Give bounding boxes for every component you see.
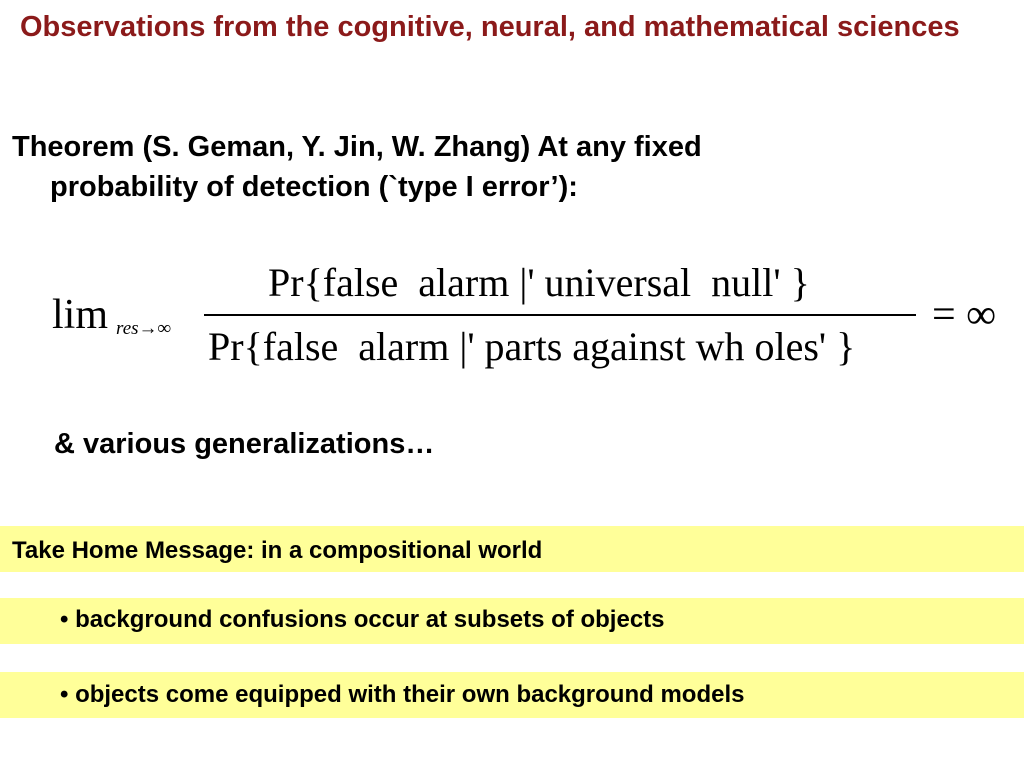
formula-denominator: Pr{false alarm |' parts against wh oles' } — [208, 324, 856, 369]
generalizations-text: & various generalizations… — [54, 428, 435, 460]
theorem-line-2: probability of detection (`type I error’): — [50, 171, 578, 203]
formula-subscript: res→∞ — [116, 318, 172, 339]
bullet-banner-1 — [0, 598, 1024, 644]
formula-numerator: Pr{false alarm |' universal null' } — [268, 260, 810, 305]
take-home-text: Take Home Message: in a compositional world — [12, 537, 543, 564]
theorem-line-1: Theorem (S. Geman, Y. Jin, W. Zhang) At any fixed — [12, 131, 702, 163]
theorem-statement — [12, 127, 992, 207]
bullet-text-1: • background confusions occur at subsets of objects — [60, 606, 665, 633]
fraction-bar — [204, 314, 916, 316]
formula-rhs: = ∞ — [932, 292, 997, 338]
slide-title: Observations from the cognitive, neural, and mathematical sciences — [20, 11, 960, 43]
formula-lim: lim — [52, 292, 109, 338]
bullet-banner-2 — [0, 672, 1024, 718]
take-home-banner — [0, 526, 1024, 572]
bullet-text-2: • objects come equipped with their own background models — [60, 681, 745, 708]
limit-formula — [52, 255, 997, 375]
